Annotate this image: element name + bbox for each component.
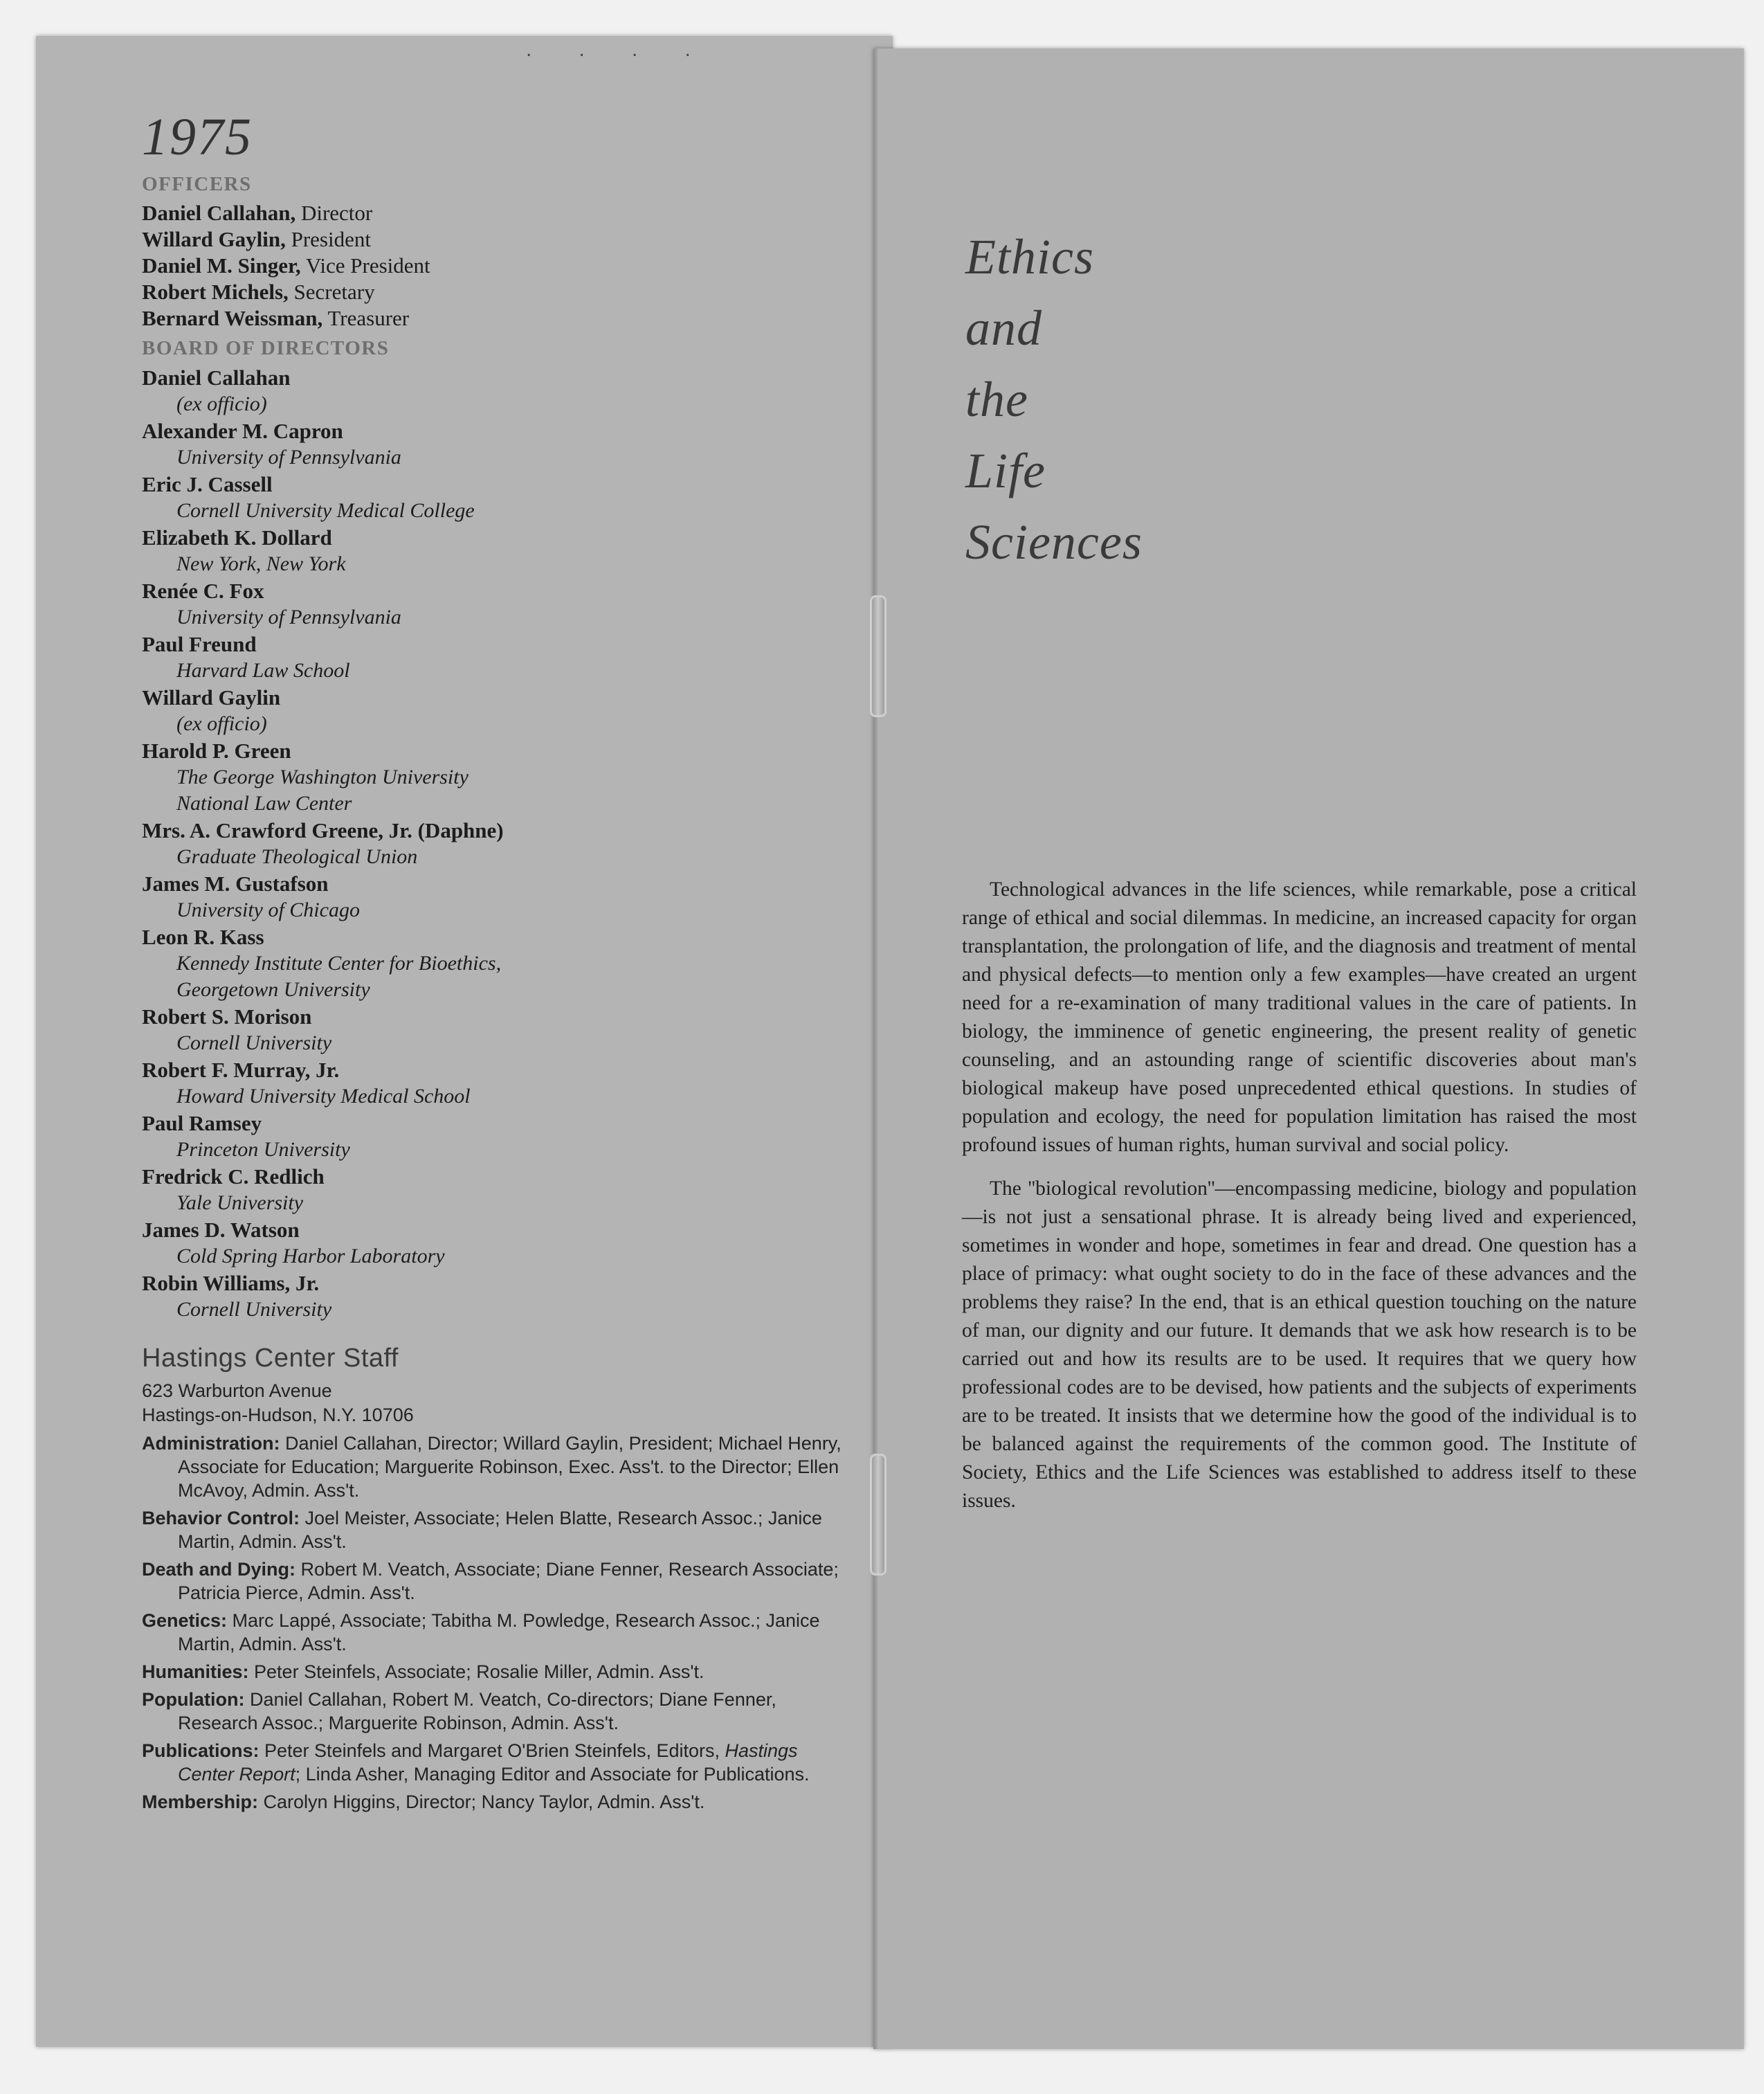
brochure-title: [965, 222, 1143, 578]
director-name: Renée C. Fox: [142, 579, 264, 603]
department-text: Joel Meister, Associate; Helen Blatte, Research Assoc.; Janice Martin, Admin. Ass't.: [178, 1508, 822, 1552]
officer-entry: [142, 305, 855, 332]
paragraph: Technological advances in the life sciences, while remarkable, pose a critical range of ethical and social dilemmas. In medicine, an increased capacity for organ transplantation, the prolongation of life, and the diagnosis and treatment of mental and physical defects—to mention only a few examples—have created an urgent need for a re-examination of many traditional values in the care of patients. In biology, the imminence of genetic engineering, the present reality of genetic counseling, and an astounding range of scientific discoveries about man's biological makeup have posed unprecedented ethical questions. In studies of population and ecology, the need for population limitation has raised the most profound issues of human rights, human survival and social policy.: [962, 878, 1637, 1156]
director-entry: [142, 631, 855, 684]
officer-entry: [142, 279, 855, 305]
director-name: Alexander M. Capron: [142, 419, 343, 443]
director-entry: [142, 923, 855, 1003]
director-entry: [142, 737, 855, 817]
director-entry: [142, 524, 855, 577]
director-entry: [142, 364, 855, 417]
staff-department: [142, 1432, 842, 1502]
officer-name: Bernard Weissman,: [142, 306, 323, 330]
officer-role: Secretary: [293, 280, 375, 304]
officer-role: Director: [300, 201, 373, 225]
director-affiliation: University of Pennsylvania: [176, 446, 401, 469]
title-line: Life: [965, 443, 1046, 498]
officer-role: Treasurer: [327, 306, 410, 330]
staff-department: [142, 1739, 842, 1786]
director-affiliation: Yale University: [176, 1191, 304, 1214]
director-affiliation: (ex officio): [176, 712, 267, 735]
staff-department: [142, 1558, 842, 1605]
year-heading: 1975: [142, 108, 253, 166]
director-name: Mrs. A. Crawford Greene, Jr. (Daphne): [142, 818, 504, 842]
director-affiliation: University of Pennsylvania: [176, 606, 401, 629]
director-entry: [142, 1110, 855, 1163]
board-heading: BOARD OF DIRECTORS: [142, 337, 390, 359]
staff-department: [142, 1609, 842, 1656]
director-affiliation: University of Chicago: [176, 899, 360, 921]
director-affiliation: Howard University Medical School: [176, 1085, 471, 1108]
department-label: Death and Dying:: [142, 1559, 296, 1580]
director-name: James D. Watson: [142, 1218, 300, 1242]
director-name: Robin Williams, Jr.: [142, 1271, 320, 1295]
department-text: Peter Steinfels, Associate; Rosalie Miller, Admin. Ass't.: [248, 1661, 704, 1682]
officer-entry: [142, 253, 855, 279]
officer-name: Robert Michels,: [142, 280, 289, 304]
director-name: Robert F. Murray, Jr.: [142, 1058, 340, 1082]
left-column: [142, 108, 855, 1814]
title-line: and: [965, 300, 1042, 356]
officers-list: [142, 200, 855, 332]
department-label: Humanities:: [142, 1661, 249, 1682]
director-name: Paul Freund: [142, 632, 257, 656]
officer-role: Vice President: [305, 253, 430, 278]
director-affiliation: The George Washington University: [176, 766, 469, 788]
department-label: Behavior Control:: [142, 1508, 300, 1528]
director-affiliation: Cornell University: [176, 1298, 332, 1321]
director-entry: [142, 417, 855, 471]
director-name: Robert S. Morison: [142, 1004, 312, 1029]
director-name: Paul Ramsey: [142, 1111, 262, 1135]
officer-entry: [142, 226, 855, 253]
department-label: Membership:: [142, 1791, 259, 1812]
staff-department: [142, 1506, 842, 1553]
scan-marks: . . . .: [526, 40, 711, 61]
director-affiliation: Princeton University: [176, 1138, 350, 1161]
director-affiliation: Cornell University Medical College: [176, 499, 475, 522]
staff-department: [142, 1790, 842, 1814]
director-entry: [142, 870, 855, 923]
publication-title: Hastings Center Report: [178, 1740, 798, 1785]
director-entry: [142, 1216, 855, 1270]
staff-department: [142, 1660, 842, 1684]
director-entry: [142, 1003, 855, 1056]
director-name: Elizabeth K. Dollard: [142, 525, 332, 550]
director-entry: [142, 1270, 855, 1323]
director-affiliation: Georgetown University: [176, 978, 370, 1001]
title-line: Ethics: [965, 229, 1094, 285]
officer-name: Daniel Callahan,: [142, 201, 296, 225]
department-text: Robert M. Veatch, Associate; Diane Fenner, Research Associate; Patricia Pierce, Admin. Ass't.: [178, 1559, 839, 1603]
departments-list: [142, 1432, 855, 1814]
director-name: Leon R. Kass: [142, 925, 264, 949]
director-name: Eric J. Cassell: [142, 472, 273, 496]
department-label: Population:: [142, 1689, 245, 1710]
department-text: Marc Lappé, Associate; Tabitha M. Powledge, Research Assoc.; Janice Martin, Admin. Ass't.: [178, 1610, 820, 1654]
officer-name: Daniel M. Singer,: [142, 253, 301, 278]
department-text: Peter Steinfels and Margaret O'Brien Steinfels, Editors,: [259, 1740, 725, 1761]
director-entry: [142, 817, 855, 870]
director-name: Harold P. Green: [142, 739, 291, 763]
director-affiliation: Graduate Theological Union: [176, 845, 418, 868]
officer-role: President: [291, 227, 371, 251]
department-text: Daniel Callahan, Robert M. Veatch, Co-directors; Diane Fenner, Research Assoc.; Marguerite Robinson, Admin. Ass't.: [178, 1689, 776, 1733]
body-text: [962, 876, 1637, 1531]
staple-top: [870, 595, 886, 717]
director-affiliation: Cornell University: [176, 1031, 332, 1054]
director-entry: [142, 1056, 855, 1110]
paragraph: The ''biological revolution''—encompassing medicine, biology and population—is not just a sensational phrase. It is already being lived and experienced, sometimes in wonder and hope, sometimes in fear and dread. One question has a place of primacy: what ought society to do in the face of these advances and the problems they raise? In the end, that is an ethical question touching on the nature of man, our dignity and our future. It demands that we ask how research is to be carried out and how its results are to be used. It requires that we query how professional codes are to be devised, how patients and the subjects of experiments are to be treated. It insists that we determine how the good of the individual is to be balanced against the requirements of the common good. The Institute of Society, Ethics and the Life Sciences was established to address itself to these issues.: [962, 1177, 1637, 1512]
staff-heading: Hastings Center Staff: [142, 1344, 399, 1373]
director-entry: [142, 471, 855, 524]
department-label: Publications:: [142, 1740, 260, 1761]
director-name: Fredrick C. Redlich: [142, 1164, 325, 1189]
director-entry: [142, 577, 855, 631]
address-line-2: Hastings-on-Hudson, N.Y. 10706: [142, 1405, 414, 1425]
director-affiliation: Kennedy Institute Center for Bioethics,: [176, 952, 502, 975]
spine-fold: [873, 48, 878, 2049]
department-label: Administration:: [142, 1433, 280, 1454]
staff-department: [142, 1688, 842, 1735]
department-text: ; Linda Asher, Managing Editor and Associate for Publications.: [295, 1764, 810, 1785]
director-name: Daniel Callahan: [142, 365, 291, 390]
address-line-1: 623 Warburton Avenue: [142, 1380, 332, 1401]
director-affiliation: Cold Spring Harbor Laboratory: [176, 1245, 445, 1267]
director-affiliation: New York, New York: [176, 552, 346, 575]
staple-bottom: [870, 1454, 886, 1576]
department-text: Daniel Callahan, Director; Willard Gaylin, President; Michael Henry, Associate for Education; Marguerite Robinson, Exec. Ass't. to the Director; Ellen McAvoy, Admin. Ass't.: [178, 1433, 842, 1501]
director-name: Willard Gaylin: [142, 685, 281, 710]
director-affiliation: National Law Center: [176, 792, 352, 815]
director-entry: [142, 684, 855, 737]
director-name: James M. Gustafson: [142, 872, 329, 896]
officers-heading: OFFICERS: [142, 173, 252, 195]
officer-entry: [142, 200, 855, 226]
director-affiliation: Harvard Law School: [176, 659, 350, 682]
department-text: Carolyn Higgins, Director; Nancy Taylor, Admin. Ass't.: [258, 1791, 705, 1812]
title-line: Sciences: [965, 514, 1143, 570]
officer-name: Willard Gaylin,: [142, 227, 286, 251]
director-affiliation: (ex officio): [176, 392, 267, 415]
director-entry: [142, 1163, 855, 1216]
title-line: the: [965, 372, 1028, 427]
directors-list: [142, 364, 855, 1323]
department-label: Genetics:: [142, 1610, 228, 1631]
